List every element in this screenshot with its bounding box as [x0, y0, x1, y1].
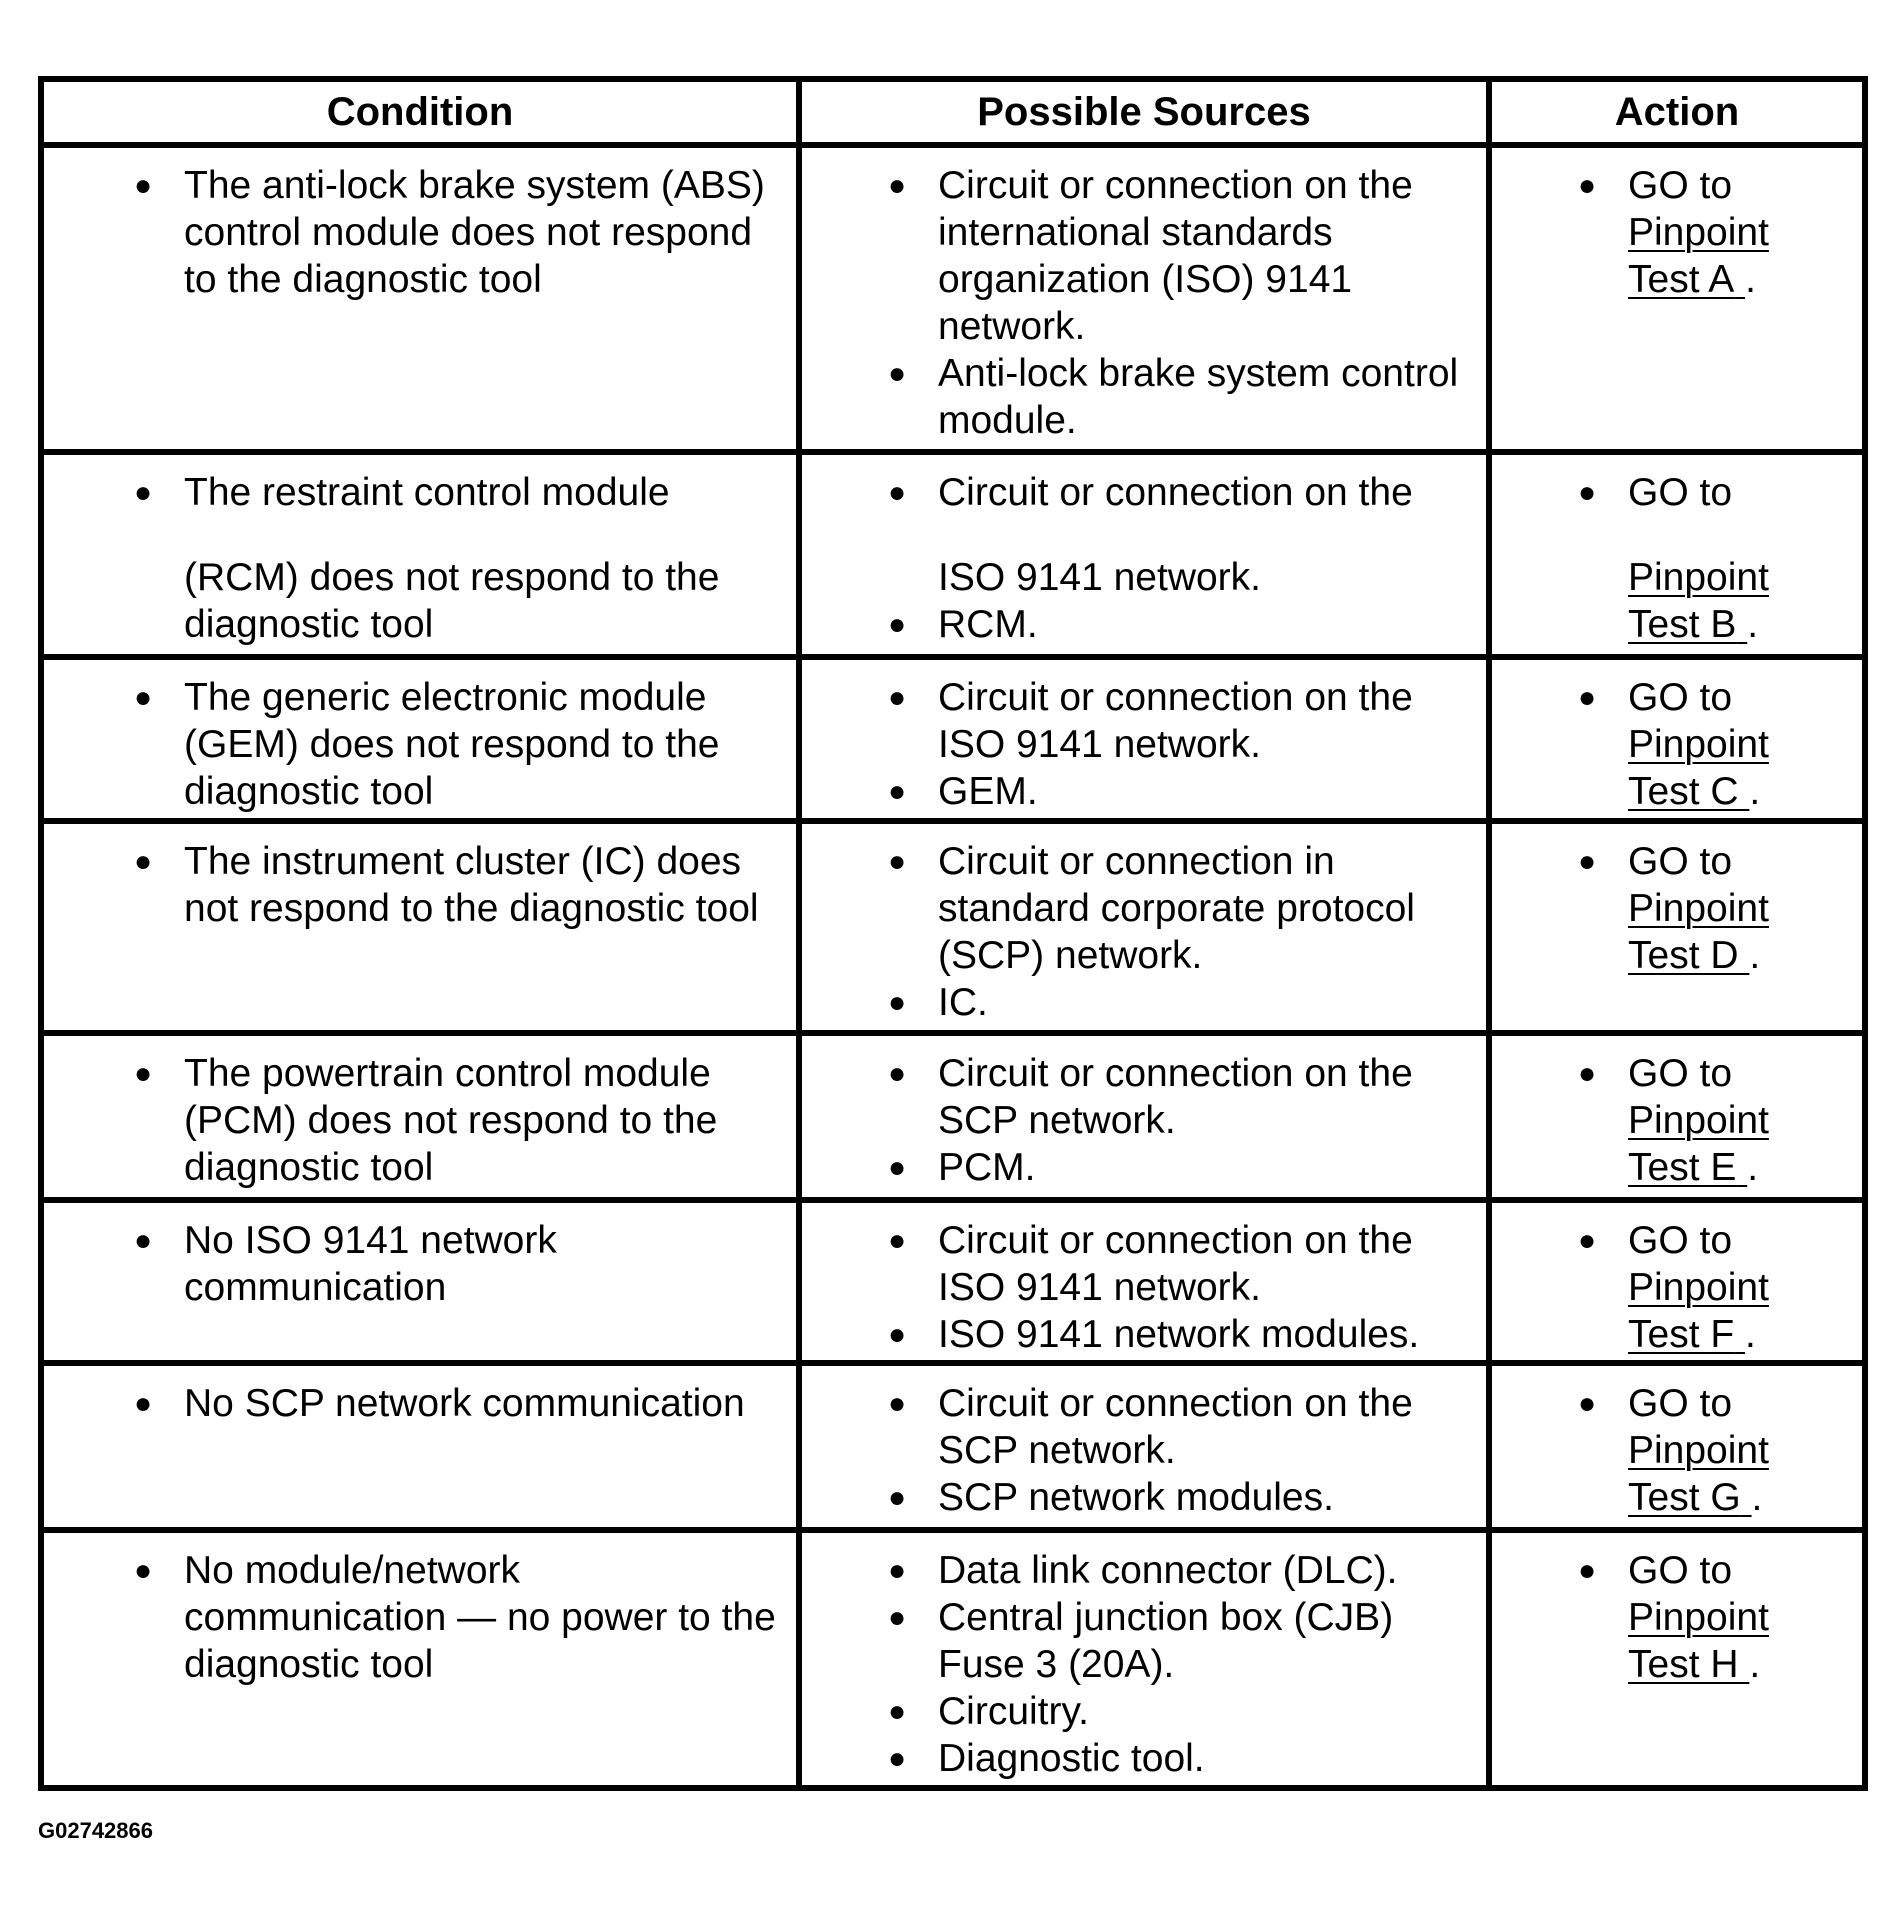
header-row — [41, 79, 1865, 145]
sources-cell — [799, 145, 1489, 452]
action-cell — [1489, 821, 1865, 1033]
action-cell — [1489, 657, 1865, 821]
list-item: ● The instrument cluster (IC) does not respond to the diagnostic tool — [134, 840, 759, 930]
list-item: ● No SCP network communication — [134, 1382, 745, 1425]
action-cell — [1489, 1200, 1865, 1363]
condition-cell — [41, 145, 799, 452]
bullet-icon: ● — [888, 1481, 907, 1514]
sources-cell — [799, 1200, 1489, 1363]
bullet-icon: ● — [1578, 169, 1597, 202]
list-item: ● No ISO 9141 network communication — [134, 1219, 557, 1309]
list-item: ● Circuit or connection on the ISO 9141 network. — [888, 1219, 1413, 1309]
bullet-icon: ● — [134, 1554, 153, 1587]
list-item: ● Circuit or connection on the ISO 9141 network. — [888, 676, 1413, 766]
bullet-icon: ● — [888, 476, 907, 509]
list-item: ● ISO 9141 network modules. — [888, 1313, 1420, 1356]
action-cell — [1489, 1530, 1865, 1788]
sources-cell — [799, 1363, 1489, 1530]
bullet-icon: ● — [1578, 1057, 1597, 1090]
bullet-icon: ● — [134, 1224, 153, 1257]
list-item: ● RCM. — [888, 603, 1038, 646]
bullet-icon: ● — [888, 1554, 907, 1587]
table-row — [41, 1530, 1865, 1788]
bullet-icon: ● — [888, 681, 907, 714]
list-item: ● Data link connector (DLC). — [888, 1549, 1398, 1592]
bullet-icon: ● — [134, 1387, 153, 1420]
action-cell — [1489, 452, 1865, 657]
list-item: ● GO to Pinpoint Test C . — [1578, 676, 1769, 813]
list-item: ● GO to Pinpoint Test E . — [1578, 1052, 1769, 1189]
pinpoint-test-d-link[interactable]: Pinpoint Test D — [1628, 887, 1769, 977]
bullet-icon: ● — [888, 845, 907, 878]
bullet-icon: ● — [134, 1057, 153, 1090]
list-item: ● GO to Pinpoint Test B . — [1578, 471, 1769, 646]
table-row — [41, 1363, 1865, 1530]
bullet-icon: ● — [134, 169, 153, 202]
list-item: ● Circuitry. — [888, 1690, 1089, 1733]
list-item: ● Anti-lock brake system control module. — [888, 352, 1459, 442]
table-row — [41, 1033, 1865, 1200]
figure-id: G02742866 — [38, 1818, 153, 1843]
condition-cell — [41, 821, 799, 1033]
sources-cell — [799, 657, 1489, 821]
action-cell — [1489, 145, 1865, 452]
list-item: ● Central junction box (CJB) Fuse 3 (20A). — [888, 1596, 1394, 1686]
list-item: ● GO to Pinpoint Test A . — [1578, 164, 1769, 301]
list-item: ● GO to Pinpoint Test G . — [1578, 1382, 1769, 1519]
list-item: ● Circuit or connection in standard corporate protocol (SCP) network. — [888, 840, 1415, 977]
bullet-icon: ● — [888, 608, 907, 641]
bullet-icon: ● — [1578, 1554, 1597, 1587]
list-item: ● IC. — [888, 981, 988, 1024]
list-item: ● PCM. — [888, 1146, 1036, 1189]
condition-cell — [41, 657, 799, 821]
list-item: ● The powertrain control module (PCM) does not respond to the diagnostic tool — [134, 1052, 718, 1189]
header-possible-sources: Possible Sources — [799, 79, 1489, 145]
bullet-icon: ● — [888, 986, 907, 1019]
list-item: ● GO to Pinpoint Test F . — [1578, 1219, 1769, 1356]
pinpoint-test-b-link[interactable]: Pinpoint Test B — [1628, 556, 1769, 646]
bullet-icon: ● — [888, 1601, 907, 1634]
sources-cell — [799, 821, 1489, 1033]
bullet-icon: ● — [1578, 1224, 1597, 1257]
pinpoint-test-c-link[interactable]: Pinpoint Test C — [1628, 723, 1769, 813]
table-row — [41, 452, 1865, 657]
list-item: ● No module/network communication — no power to the diagnostic tool — [134, 1549, 776, 1686]
bullet-icon: ● — [134, 681, 153, 714]
list-item: ● Diagnostic tool. — [888, 1737, 1205, 1780]
bullet-icon: ● — [888, 1318, 907, 1351]
action-cell — [1489, 1363, 1865, 1530]
bullet-icon: ● — [1578, 681, 1597, 714]
list-item: ● The anti-lock brake system (ABS) control module does not respond to the diagnostic tool — [134, 164, 765, 301]
list-item: ● Circuit or connection on the international standards organization (ISO) 9141 network. — [888, 164, 1413, 348]
pinpoint-test-f-link[interactable]: Pinpoint Test F — [1628, 1266, 1769, 1356]
bullet-icon: ● — [888, 1387, 907, 1420]
pinpoint-test-e-link[interactable]: Pinpoint Test E — [1628, 1099, 1769, 1189]
condition-cell — [41, 1530, 799, 1788]
bullet-icon: ● — [888, 1695, 907, 1728]
action-cell — [1489, 1033, 1865, 1200]
list-item: ● The restraint control module (RCM) does not respond to the diagnostic tool — [134, 471, 720, 646]
table-row — [41, 145, 1865, 452]
pinpoint-test-h-link[interactable]: Pinpoint Test H — [1628, 1596, 1769, 1686]
condition-cell — [41, 1363, 799, 1530]
bullet-icon: ● — [134, 476, 153, 509]
bullet-icon: ● — [888, 1057, 907, 1090]
condition-cell — [41, 1200, 799, 1363]
list-item: ● SCP network modules. — [888, 1476, 1334, 1519]
table-row — [41, 821, 1865, 1033]
list-item: ● The generic electronic module (GEM) does not respond to the diagnostic tool — [134, 676, 720, 813]
condition-cell — [41, 1033, 799, 1200]
bullet-icon: ● — [1578, 476, 1597, 509]
table-row — [41, 657, 1865, 821]
list-item: ● Circuit or connection on the ISO 9141 network. — [888, 471, 1413, 599]
condition-cell — [41, 452, 799, 657]
list-item: ● Circuit or connection on the SCP network. — [888, 1052, 1413, 1142]
bullet-icon: ● — [888, 1224, 907, 1257]
pinpoint-test-a-link[interactable]: Pinpoint Test A — [1628, 211, 1769, 301]
header-condition: Condition — [41, 79, 799, 145]
bullet-icon: ● — [888, 1151, 907, 1184]
bullet-icon: ● — [1578, 845, 1597, 878]
sources-cell — [799, 1033, 1489, 1200]
list-item: ● GEM. — [888, 770, 1038, 813]
table-row — [41, 1200, 1865, 1363]
bullet-icon: ● — [888, 775, 907, 808]
bullet-icon: ● — [888, 1742, 907, 1775]
bullet-icon: ● — [1578, 1387, 1597, 1420]
symptom-table — [38, 76, 1868, 1791]
list-item: ● GO to Pinpoint Test H . — [1578, 1549, 1769, 1686]
sources-cell — [799, 1530, 1489, 1788]
list-item: ● GO to Pinpoint Test D . — [1578, 840, 1769, 977]
header-action: Action — [1489, 79, 1865, 145]
bullet-icon: ● — [888, 357, 907, 390]
sources-cell — [799, 452, 1489, 657]
list-item: ● Circuit or connection on the SCP network. — [888, 1382, 1413, 1472]
pinpoint-test-g-link[interactable]: Pinpoint Test G — [1628, 1429, 1769, 1519]
bullet-icon: ● — [888, 169, 907, 202]
bullet-icon: ● — [134, 845, 153, 878]
diagnostic-chart — [38, 76, 1862, 1791]
